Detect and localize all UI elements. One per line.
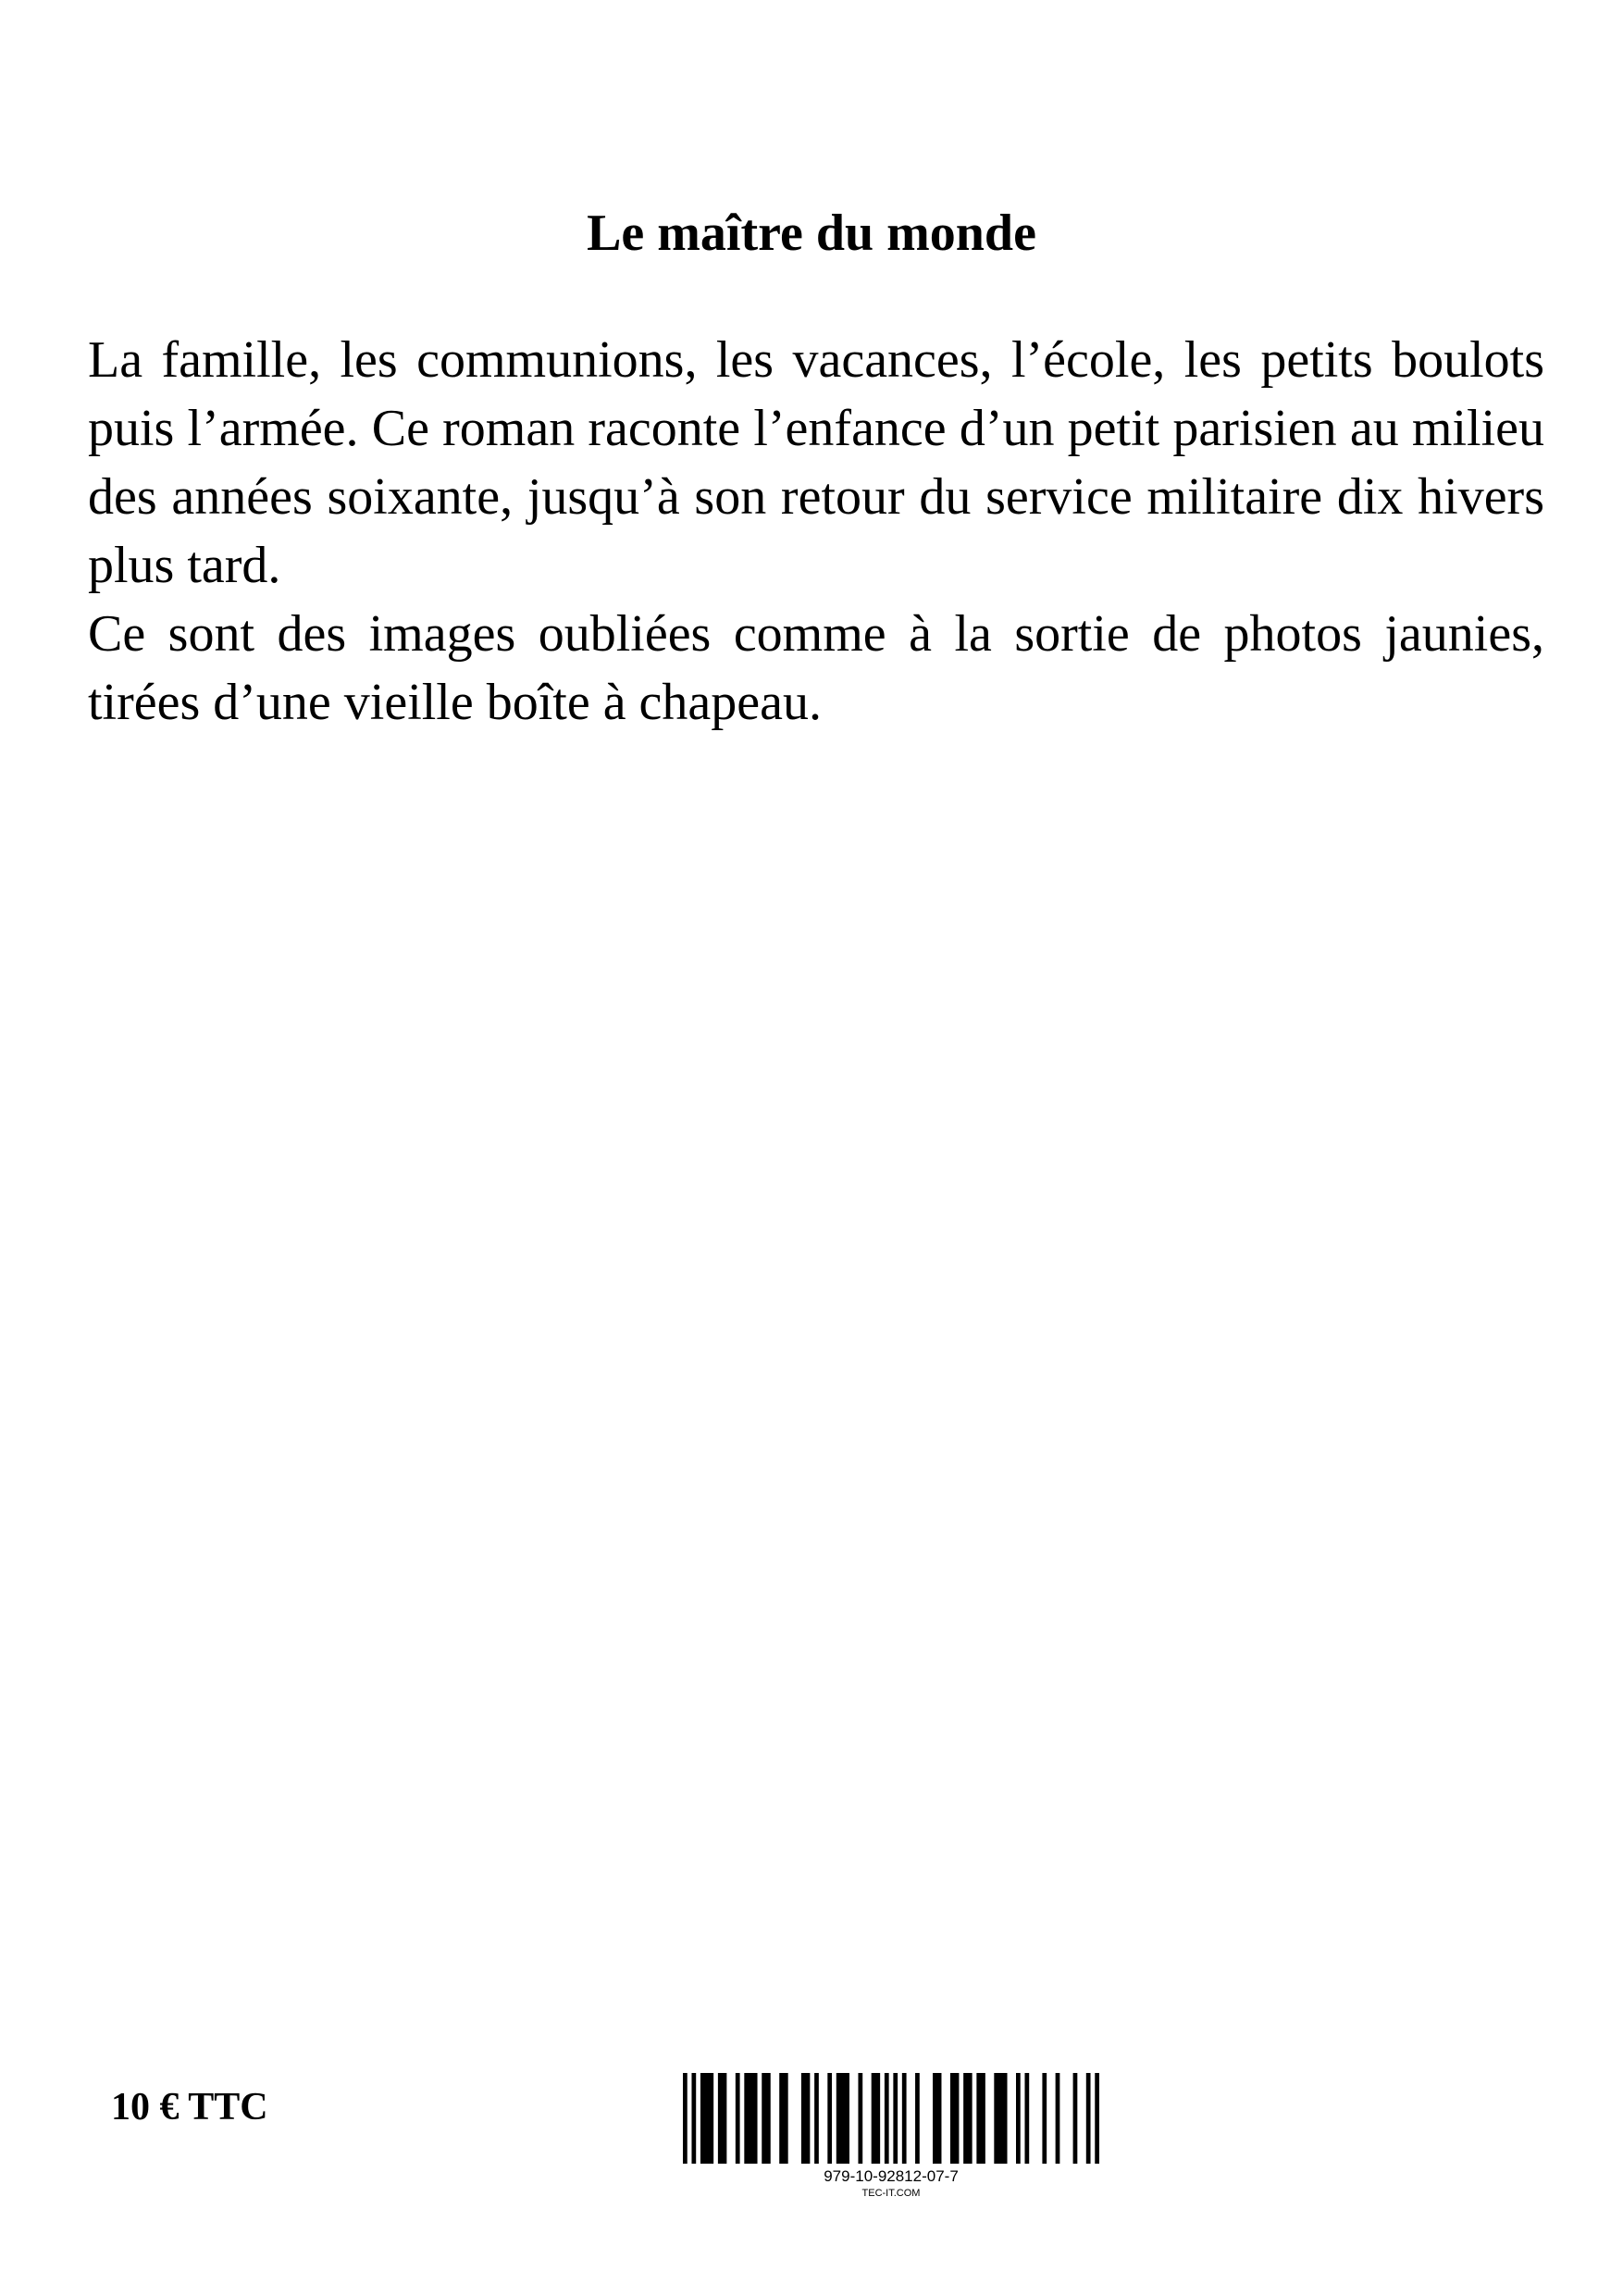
barcode-bar (994, 2073, 1007, 2164)
barcode-bar (814, 2073, 819, 2164)
barcode-bar (872, 2073, 880, 2164)
blurb-paragraph: Ce sont des images oubliées comme à la sortie de photos jaunies, tirées d’une vieille boîte à chapeau. (88, 605, 1544, 731)
barcode-bar (683, 2073, 688, 2164)
barcode-bar (1024, 2073, 1029, 2164)
barcode-bar (1073, 2073, 1078, 2164)
back-cover-blurb (88, 326, 1544, 737)
barcode-bar (976, 2073, 985, 2164)
isbn-number: 979-10-92812-07-7 (824, 2167, 959, 2185)
barcode-bar (893, 2073, 898, 2164)
barcode-bar (836, 2073, 849, 2164)
barcode-bar (1056, 2073, 1060, 2164)
barcode-bar (915, 2073, 920, 2164)
barcode-bar (885, 2073, 889, 2164)
blurb-paragraph: La famille, les communions, les vacances, l’école, les petits boulots puis l’armée. Ce roman raconte l’enfance d’un petit parisien au milieu des années soixante, jusqu’à son retour du service militaire dix hivers plus tard. (88, 331, 1544, 594)
barcode-bar (963, 2073, 972, 2164)
barcode-bar (1086, 2073, 1091, 2164)
barcode-bar (933, 2073, 941, 2164)
barcode-bar (1016, 2073, 1021, 2164)
barcode-bar (1042, 2073, 1047, 2164)
barcode-icon (683, 2073, 1099, 2164)
barcode-bar (827, 2073, 832, 2164)
price-label: 10 € TTC (111, 2086, 268, 2128)
book-title: Le maître du monde (587, 205, 1036, 262)
barcode-bar (902, 2073, 907, 2164)
barcode-bar (718, 2073, 726, 2164)
barcode-bar (700, 2073, 713, 2164)
barcode-bar (858, 2073, 862, 2164)
barcode-bar (762, 2073, 770, 2164)
barcode-block (683, 2073, 1099, 2200)
barcode-bar (744, 2073, 757, 2164)
barcode-bar (801, 2073, 810, 2164)
barcode-bar (779, 2073, 787, 2164)
barcode-bar (1095, 2073, 1099, 2164)
barcode-bar (736, 2073, 740, 2164)
barcode-generator-credit: TEC-IT.COM (861, 2188, 921, 2199)
barcode-bar (950, 2073, 959, 2164)
barcode-bar (691, 2073, 696, 2164)
